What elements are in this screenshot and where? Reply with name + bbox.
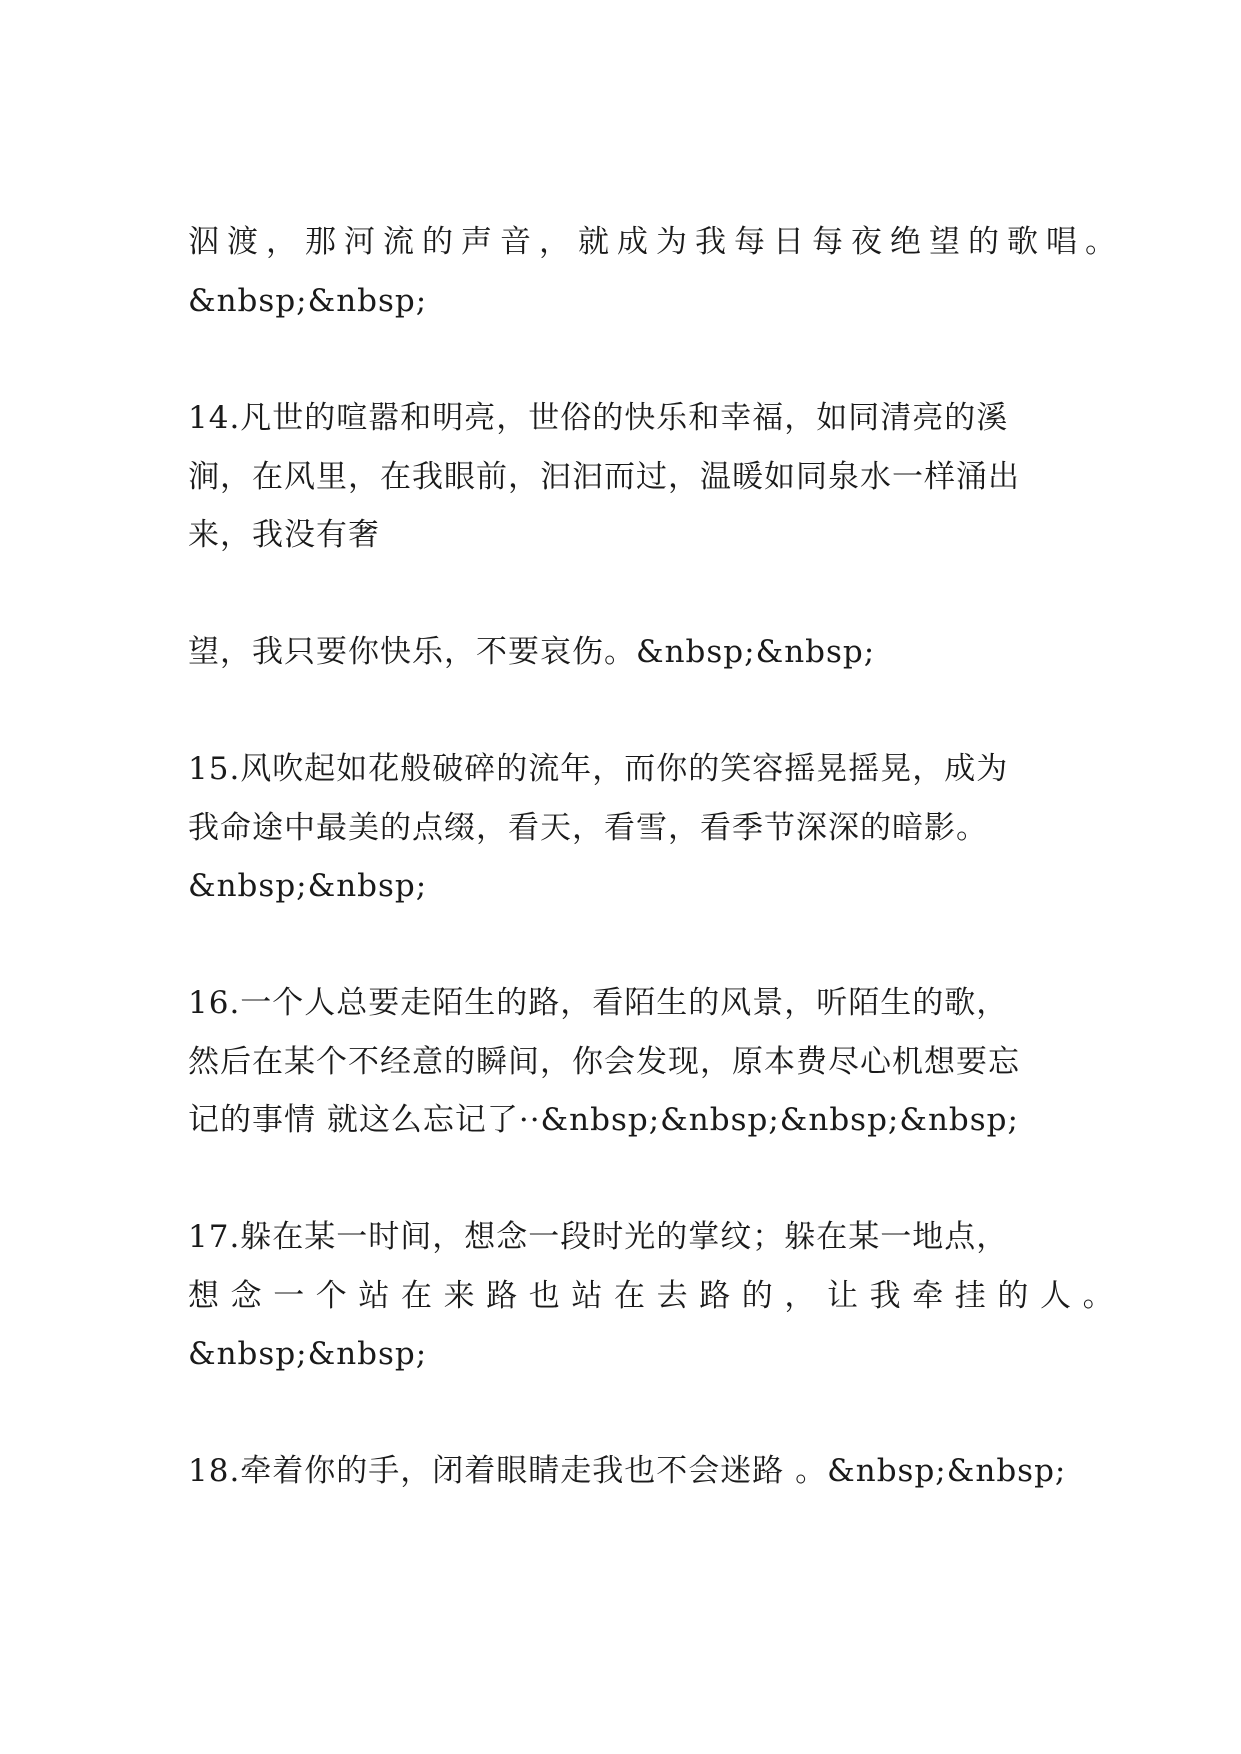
text-line: 然后在某个不经意的瞬间，你会发现，原本费尽心机想要忘: [188, 1044, 1020, 1080]
text-line: &nbsp;&nbsp;: [188, 283, 428, 319]
text-line: 14.凡世的喧嚣和明亮，世俗的快乐和幸福，如同清亮的溪: [188, 400, 1009, 436]
text-line: 我命途中最美的点缀，看天，看雪，看季节深深的暗影。: [188, 810, 988, 846]
text-line: 望，我只要你快乐，不要哀伤。&nbsp;&nbsp;: [188, 634, 876, 670]
text-line: 想念一个站在来路也站在去路的，让我牵挂的人。: [188, 1278, 1126, 1314]
text-line: 18.牵着你的手，闭着眼睛走我也不会迷路 。&nbsp;&nbsp;: [188, 1453, 1067, 1489]
text-line: &nbsp;&nbsp;: [188, 1336, 428, 1372]
text-line: 15.风吹起如花般破碎的流年，而你的笑容摇晃摇晃，成为: [188, 751, 1009, 787]
text-line: 泅渡，那河流的声音，就成为我每日每夜绝望的歌唱。: [188, 224, 1124, 260]
text-line: 17.躲在某一时间，想念一段时光的掌纹；躲在某一地点，: [188, 1219, 1009, 1255]
text-line: 涧，在风里，在我眼前，汩汩而过，温暖如同泉水一样涌出: [188, 459, 1020, 495]
text-line: 来，我没有奢: [188, 517, 380, 553]
text-line: 16.一个人总要走陌生的路，看陌生的风景，听陌生的歌，: [188, 985, 1009, 1021]
text-line: &nbsp;&nbsp;: [188, 868, 428, 904]
text-line: 记的事情 就这么忘记了··&nbsp;&nbsp;&nbsp;&nbsp;: [188, 1102, 1019, 1138]
